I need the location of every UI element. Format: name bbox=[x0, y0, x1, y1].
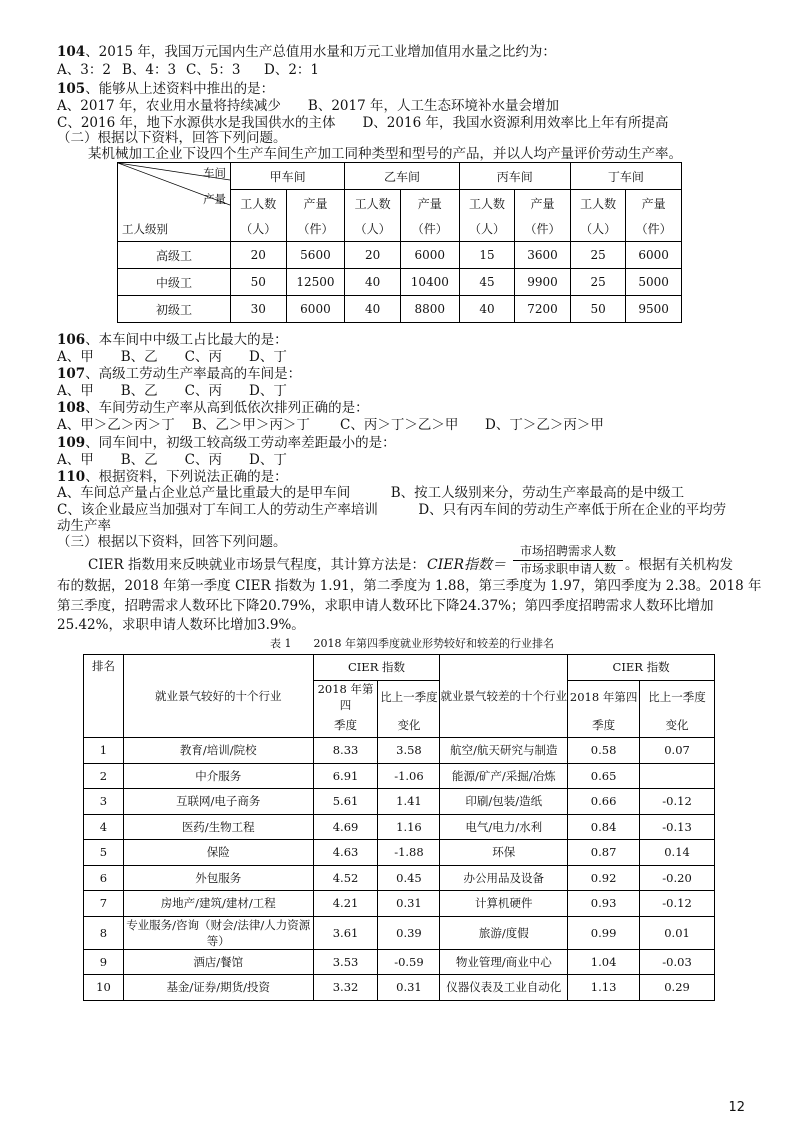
value-cell: 6000 bbox=[400, 242, 459, 269]
formula-denominator: 市场求职申请人数 bbox=[519, 562, 616, 576]
table-row bbox=[84, 891, 715, 917]
value-cell: 12500 bbox=[286, 269, 345, 296]
good-cier-cell: 3.32 bbox=[313, 975, 378, 1001]
bad-change-cell: 0.29 bbox=[640, 975, 715, 1001]
bad-industry-cell: 物业管理/商业中心 bbox=[440, 949, 568, 975]
bad-industry-cell: 办公用品及设备 bbox=[440, 865, 568, 891]
workers-subheader: 工人数 （人） bbox=[570, 190, 626, 242]
bad-change-cell: -0.03 bbox=[640, 949, 715, 975]
section2-intro: 某机械加工企业下设四个生产车间生产加工同种类型和型号的产品，并以人均产量评价劳动生产率。 bbox=[88, 146, 682, 162]
cier-header-bad: CIER 指数 bbox=[568, 655, 715, 681]
good-industry-cell: 基金/证券/期货/投资 bbox=[123, 975, 313, 1001]
cier-paragraph-line2: 布的数据，2018 年第一季度 CIER 指数为 1.91，第二季度为 1.88，第三季度为 1.97，第四季度为 2.38。2018 年 bbox=[57, 578, 762, 594]
q4-header: 2018 年第四 bbox=[568, 680, 640, 713]
good-industry-cell: 专业服务/咨询（财会/法律/人力资源等） bbox=[123, 916, 313, 949]
good-cier-cell: 4.21 bbox=[313, 891, 378, 917]
rank-cell: 5 bbox=[84, 840, 124, 866]
workshop-header: 丁车间 bbox=[570, 163, 681, 190]
value-cell: 25 bbox=[570, 269, 626, 296]
value-cell: 7200 bbox=[515, 296, 571, 323]
cier-paragraph-line1a: CIER 指数用来反映就业市场景气程度，其计算方法是： bbox=[88, 557, 425, 573]
bad-industry-cell: 能源/矿产/采掘/冶炼 bbox=[440, 763, 568, 789]
rank-cell: 4 bbox=[84, 814, 124, 840]
good-change-cell: 1.41 bbox=[378, 789, 440, 815]
bad-industry-cell: 航空/航天研究与制造 bbox=[440, 738, 568, 764]
rank-cell: 9 bbox=[84, 949, 124, 975]
bad-industry-cell: 环保 bbox=[440, 840, 568, 866]
corner-workshop-label: 车间 bbox=[203, 166, 226, 180]
bad-cier-cell: 1.04 bbox=[568, 949, 640, 975]
bad-change-cell: 0.01 bbox=[640, 916, 715, 949]
value-cell: 20 bbox=[231, 242, 287, 269]
bad-industry-cell: 旅游/度假 bbox=[440, 916, 568, 949]
bad-cier-cell: 0.87 bbox=[568, 840, 640, 866]
bad-cier-cell: 0.99 bbox=[568, 916, 640, 949]
good-change-cell: 0.31 bbox=[378, 891, 440, 917]
table-row bbox=[118, 269, 682, 296]
rank-cell: 3 bbox=[84, 789, 124, 815]
q110-options-cont: 动生产率 bbox=[57, 518, 111, 534]
value-cell: 6000 bbox=[286, 296, 345, 323]
table-row bbox=[84, 738, 715, 764]
bad-industry-cell: 计算机硬件 bbox=[440, 891, 568, 917]
q105-options-ab: A、2017 年，农业用水量将持续减少 B、2017 年，人工生态环境补水量会增加 bbox=[57, 98, 559, 114]
bad-change-cell: -0.13 bbox=[640, 814, 715, 840]
output-subheader: 产量 （件） bbox=[400, 190, 459, 242]
q105-options-cd: C、2016 年，地下水源供水是我国供水的主体 D、2016 年，我国水资源利用效率比上年有所提高 bbox=[57, 115, 669, 131]
good-change-cell: -0.59 bbox=[378, 949, 440, 975]
good-change-cell: 1.16 bbox=[378, 814, 440, 840]
good-cier-cell: 6.91 bbox=[313, 763, 378, 789]
change-header-cont: 变化 bbox=[640, 713, 715, 738]
value-cell: 8800 bbox=[400, 296, 459, 323]
workshop-header: 乙车间 bbox=[345, 163, 459, 190]
good-industry-cell: 互联网/电子商务 bbox=[123, 789, 313, 815]
value-cell: 5600 bbox=[286, 242, 345, 269]
bad-cier-cell: 0.92 bbox=[568, 865, 640, 891]
value-cell: 45 bbox=[459, 269, 515, 296]
good-cier-cell: 4.63 bbox=[313, 840, 378, 866]
q107-stem: 107、高级工劳动生产率最高的车间是： bbox=[57, 366, 302, 382]
bad-industry-cell: 印刷/包装/造纸 bbox=[440, 789, 568, 815]
table-row bbox=[118, 296, 682, 323]
rank-cell: 1 bbox=[84, 738, 124, 764]
level-cell: 初级工 bbox=[118, 296, 231, 323]
good-industry-cell: 中介服务 bbox=[123, 763, 313, 789]
good-cier-cell: 4.52 bbox=[313, 865, 378, 891]
good-change-cell: -1.88 bbox=[378, 840, 440, 866]
cier-formula-lhs: CIER指数＝ bbox=[427, 557, 507, 573]
q104-options: A、3：2 B、4：3 C、5：3 D、2：1 bbox=[57, 62, 320, 78]
industry-ranking-table bbox=[83, 654, 715, 1001]
good-industry-cell: 房地产/建筑/建材/工程 bbox=[123, 891, 313, 917]
change-header: 比上一季度 bbox=[640, 680, 715, 713]
cier-header-good: CIER 指数 bbox=[313, 655, 440, 681]
q109-stem: 109、同车间中，初级工较高级工劳动率差距最小的是： bbox=[57, 435, 396, 451]
rank-cell: 6 bbox=[84, 865, 124, 891]
good-cier-cell: 8.33 bbox=[313, 738, 378, 764]
change-header: 比上一季度 bbox=[378, 680, 440, 713]
table-row bbox=[118, 242, 682, 269]
page-number: 12 bbox=[728, 1100, 745, 1115]
q109-options: A、甲 B、乙 C、丙 D、丁 bbox=[57, 452, 287, 468]
cier-paragraph-line4: 25.42%，求职申请人数环比增加3.9%。 bbox=[57, 617, 305, 633]
bad-cier-cell: 0.84 bbox=[568, 814, 640, 840]
value-cell: 15 bbox=[459, 242, 515, 269]
cier-paragraph-line1b: 。根据有关机构发 bbox=[625, 557, 733, 573]
table-row bbox=[84, 814, 715, 840]
q106-options: A、甲 B、乙 C、丙 D、丁 bbox=[57, 349, 287, 365]
value-cell: 40 bbox=[345, 269, 401, 296]
value-cell: 6000 bbox=[626, 242, 682, 269]
value-cell: 25 bbox=[570, 242, 626, 269]
bad-cier-cell: 1.13 bbox=[568, 975, 640, 1001]
workers-subheader: 工人数 （人） bbox=[459, 190, 515, 242]
diagonal-header-cell bbox=[118, 163, 231, 242]
output-subheader: 产量 （件） bbox=[626, 190, 682, 242]
bad-change-cell: -0.20 bbox=[640, 865, 715, 891]
good-cier-cell: 3.61 bbox=[313, 916, 378, 949]
bad-change-cell: -0.12 bbox=[640, 789, 715, 815]
rank-cell: 7 bbox=[84, 891, 124, 917]
good-industries-header: 就业景气较好的十个行业 bbox=[123, 655, 313, 738]
table-row bbox=[84, 789, 715, 815]
good-industry-cell: 酒店/餐馆 bbox=[123, 949, 313, 975]
cier-paragraph-line3: 第三季度，招聘需求人数环比下降20.79%，求职申请人数环比下降24.37%；第四季度招聘需求人数环比增加 bbox=[57, 598, 714, 614]
q110-stem: 110、根据资料，下列说法正确的是： bbox=[57, 469, 288, 485]
good-industry-cell: 医药/生物工程 bbox=[123, 814, 313, 840]
good-industry-cell: 教育/培训/院校 bbox=[123, 738, 313, 764]
table-row bbox=[84, 949, 715, 975]
rank-cell: 2 bbox=[84, 763, 124, 789]
good-change-cell: -1.06 bbox=[378, 763, 440, 789]
good-cier-cell: 3.53 bbox=[313, 949, 378, 975]
corner-level-label: 工人级别 bbox=[122, 222, 168, 236]
good-change-cell: 0.39 bbox=[378, 916, 440, 949]
bad-industries-header: 就业景气较差的十个行业 bbox=[440, 655, 568, 738]
value-cell: 40 bbox=[345, 296, 401, 323]
value-cell: 9900 bbox=[515, 269, 571, 296]
workers-subheader: 工人数 （人） bbox=[231, 190, 287, 242]
workers-subheader: 工人数 （人） bbox=[345, 190, 401, 242]
bad-cier-cell: 0.58 bbox=[568, 738, 640, 764]
bad-industry-cell: 仪器仪表及工业自动化 bbox=[440, 975, 568, 1001]
q110-options-cd: C、该企业最应当加强对丁车间工人的劳动生产率培训 D、只有丙车间的劳动生产率低于所在企业的平均劳 bbox=[57, 502, 727, 518]
good-change-cell: 0.31 bbox=[378, 975, 440, 1001]
bad-change-cell: 0.14 bbox=[640, 840, 715, 866]
rank-cell: 8 bbox=[84, 916, 124, 949]
table-row bbox=[84, 975, 715, 1001]
table-row bbox=[84, 763, 715, 789]
change-header-cont: 变化 bbox=[378, 713, 440, 738]
value-cell: 40 bbox=[459, 296, 515, 323]
level-cell: 高级工 bbox=[118, 242, 231, 269]
cier-formula-fraction bbox=[513, 543, 623, 578]
q108-stem: 108、车间劳动生产率从高到低依次排列正确的是： bbox=[57, 400, 369, 416]
q106-stem: 106、本车间中中级工占比最大的是： bbox=[57, 332, 288, 348]
rank-cell: 10 bbox=[84, 975, 124, 1001]
bad-change-cell: -0.12 bbox=[640, 891, 715, 917]
level-cell: 中级工 bbox=[118, 269, 231, 296]
q104-stem: 104、2015 年，我国万元国内生产总值用水量和万元工业增加值用水量之比约为： bbox=[57, 44, 556, 60]
good-change-cell: 0.45 bbox=[378, 865, 440, 891]
formula-numerator: 市场招聘需求人数 bbox=[513, 543, 623, 561]
table-row bbox=[84, 865, 715, 891]
rank-header: 排名 bbox=[84, 655, 124, 738]
good-industry-cell: 保险 bbox=[123, 840, 313, 866]
value-cell: 50 bbox=[231, 269, 287, 296]
section2-heading: （二）根据以下资料，回答下列问题。 bbox=[57, 130, 287, 146]
workshop-header: 丙车间 bbox=[459, 163, 570, 190]
value-cell: 50 bbox=[570, 296, 626, 323]
corner-output-label: 产量 bbox=[203, 192, 226, 206]
good-change-cell: 3.58 bbox=[378, 738, 440, 764]
q105-stem: 105、能够从上述资料中推出的是： bbox=[57, 81, 275, 97]
q110-options-ab: A、车间总产量占企业总产量比重最大的是甲车间 B、按工人级别来分，劳动生产率最高的是中级工 bbox=[57, 485, 685, 501]
value-cell: 3600 bbox=[515, 242, 571, 269]
output-subheader: 产量 （件） bbox=[286, 190, 345, 242]
workshop-header: 甲车间 bbox=[231, 163, 345, 190]
good-industry-cell: 外包服务 bbox=[123, 865, 313, 891]
q4-header-cont: 季度 bbox=[313, 713, 378, 738]
q107-options: A、甲 B、乙 C、丙 D、丁 bbox=[57, 383, 287, 399]
table-row bbox=[84, 916, 715, 949]
bad-industry-cell: 电气/电力/水利 bbox=[440, 814, 568, 840]
value-cell: 9500 bbox=[626, 296, 682, 323]
bad-change-cell bbox=[640, 763, 715, 789]
good-cier-cell: 4.69 bbox=[313, 814, 378, 840]
good-cier-cell: 5.61 bbox=[313, 789, 378, 815]
output-subheader: 产量 （件） bbox=[515, 190, 571, 242]
workshop-table bbox=[117, 162, 682, 323]
bad-change-cell: 0.07 bbox=[640, 738, 715, 764]
value-cell: 5000 bbox=[626, 269, 682, 296]
table-row bbox=[84, 840, 715, 866]
table2-caption: 表 1 2018 年第四季度就业形势较好和较差的行业排名 bbox=[270, 637, 554, 650]
q108-options: A、甲＞乙＞丙＞丁 B、乙＞甲＞丙＞丁 C、丙＞丁＞乙＞甲 D、丁＞乙＞丙＞甲 bbox=[57, 417, 604, 433]
q4-header-cont: 季度 bbox=[568, 713, 640, 738]
q4-header: 2018 年第四 bbox=[313, 680, 378, 713]
value-cell: 30 bbox=[231, 296, 287, 323]
bad-cier-cell: 0.93 bbox=[568, 891, 640, 917]
bad-cier-cell: 0.65 bbox=[568, 763, 640, 789]
bad-cier-cell: 0.66 bbox=[568, 789, 640, 815]
section3-heading: （三）根据以下资料，回答下列问题。 bbox=[57, 534, 287, 550]
value-cell: 20 bbox=[345, 242, 401, 269]
value-cell: 10400 bbox=[400, 269, 459, 296]
